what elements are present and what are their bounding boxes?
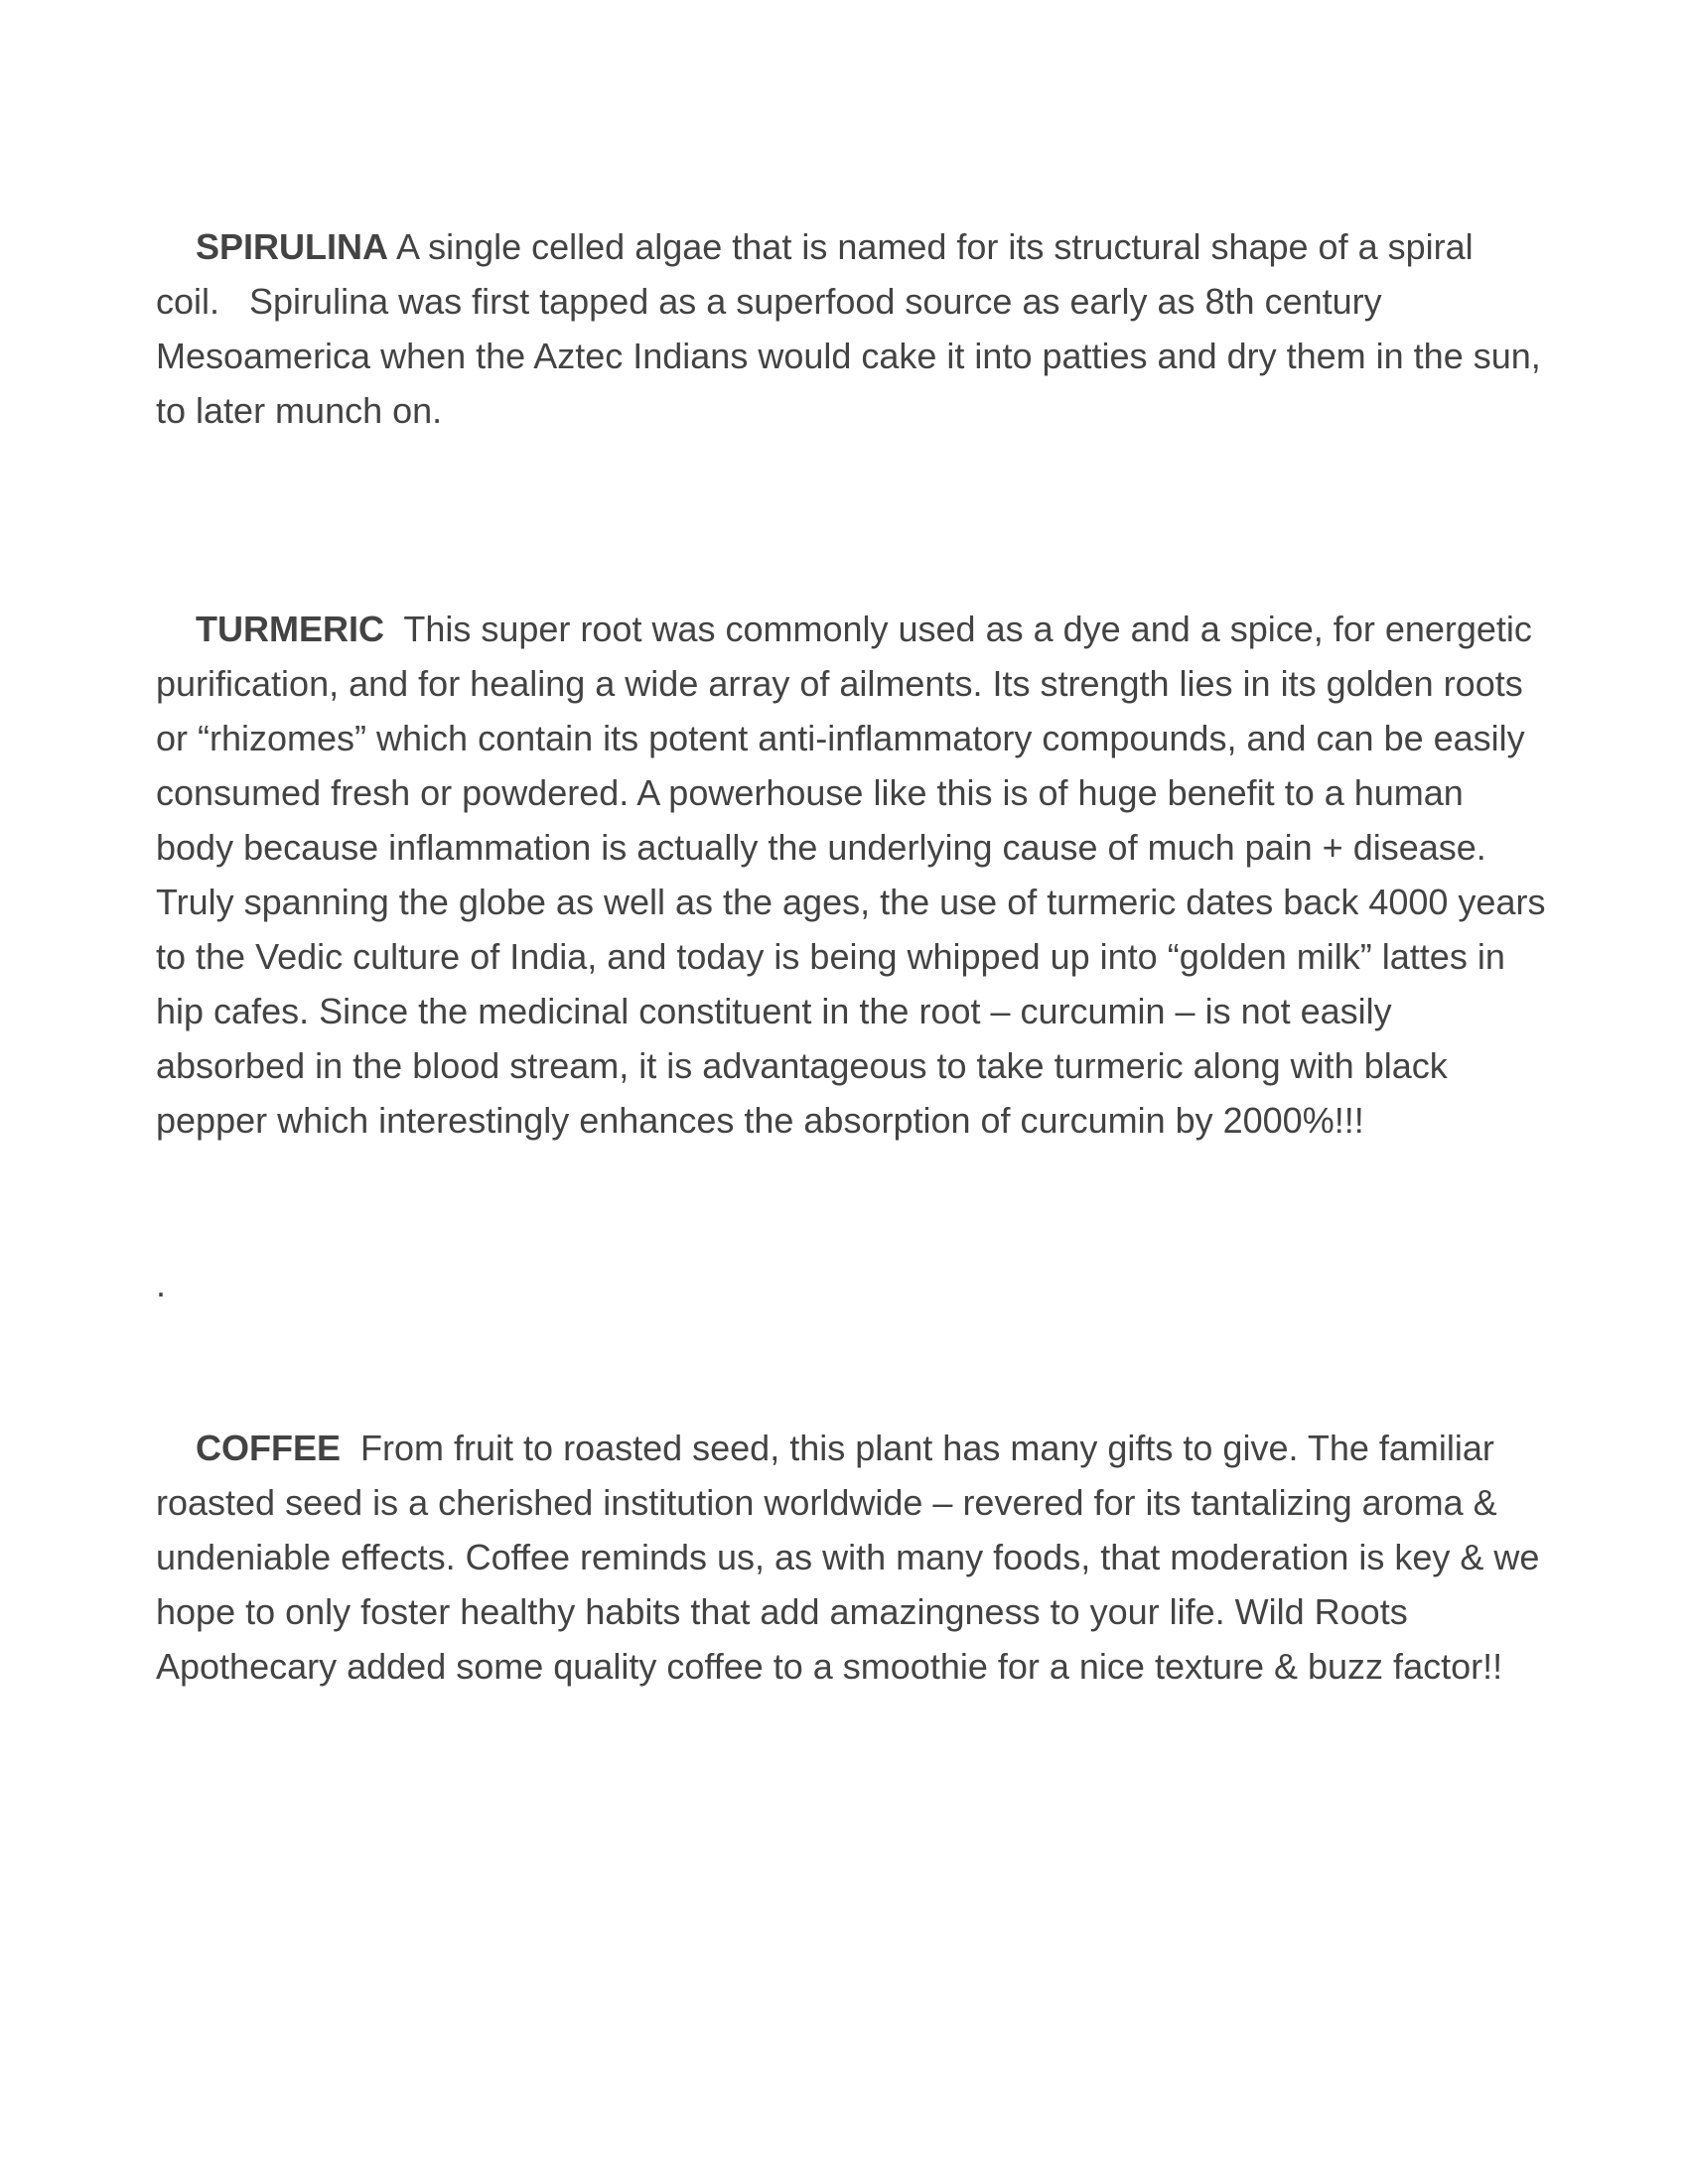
turmeric-text: This super root was commonly used as a dye and a spice, for energetic purification, and for healing a wide array of ailments. Its strength lies in its golden roots or “rhizomes” which contain its potent anti-inflammatory compounds, and can be easily consumed fresh or powdered. A powerhouse like this is of huge benefit to a human body because inflammation is actually the underlying cause of much pain + disease. Truly spanning the globe as well as the ages, the use of turmeric dates back 4000 years to the Vedic culture of India, and today is being whipped up into “golden milk” lattes in hip cafes. Since the medicinal constituent in the root – curcumin – is not easily absorbed in the blood stream, it is advantageous to take turmeric along with black pepper which interestingly enhances the absorption of curcumin by 2000%!!!: [156, 609, 1556, 1141]
turmeric-heading: TURMERIC: [196, 609, 384, 649]
coffee-heading: COFFEE: [196, 1428, 342, 1468]
coffee-paragraph: [156, 1366, 1550, 1748]
spirulina-paragraph: [156, 165, 1551, 492]
spirulina-heading: SPIRULINA: [196, 226, 389, 267]
turmeric-paragraph: [156, 547, 1556, 1202]
separator-dot: .: [156, 1264, 167, 1304]
coffee-text: From fruit to roasted seed, this plant has many gifts to give. The familiar roasted seed is a cherished institution worldwide – revered for its tantalizing aroma & undeniable effects. Coffee reminds us, as with many foods, that moderation is key & we hope to only foster healthy habits that add amazingness to your life. Wild Roots Apothecary added some quality coffee to a smoothie for a nice texture & buzz factor!!: [156, 1428, 1550, 1687]
spirulina-text: A single celled algae that is named for its structural shape of a spiral coil. Spirulina was first tapped as a superfood source as early as 8th century Mesoamerica when the Aztec Indians would cake it into patties and dry them in the sun, to later munch on.: [156, 226, 1551, 431]
document-page: [156, 165, 1556, 1803]
